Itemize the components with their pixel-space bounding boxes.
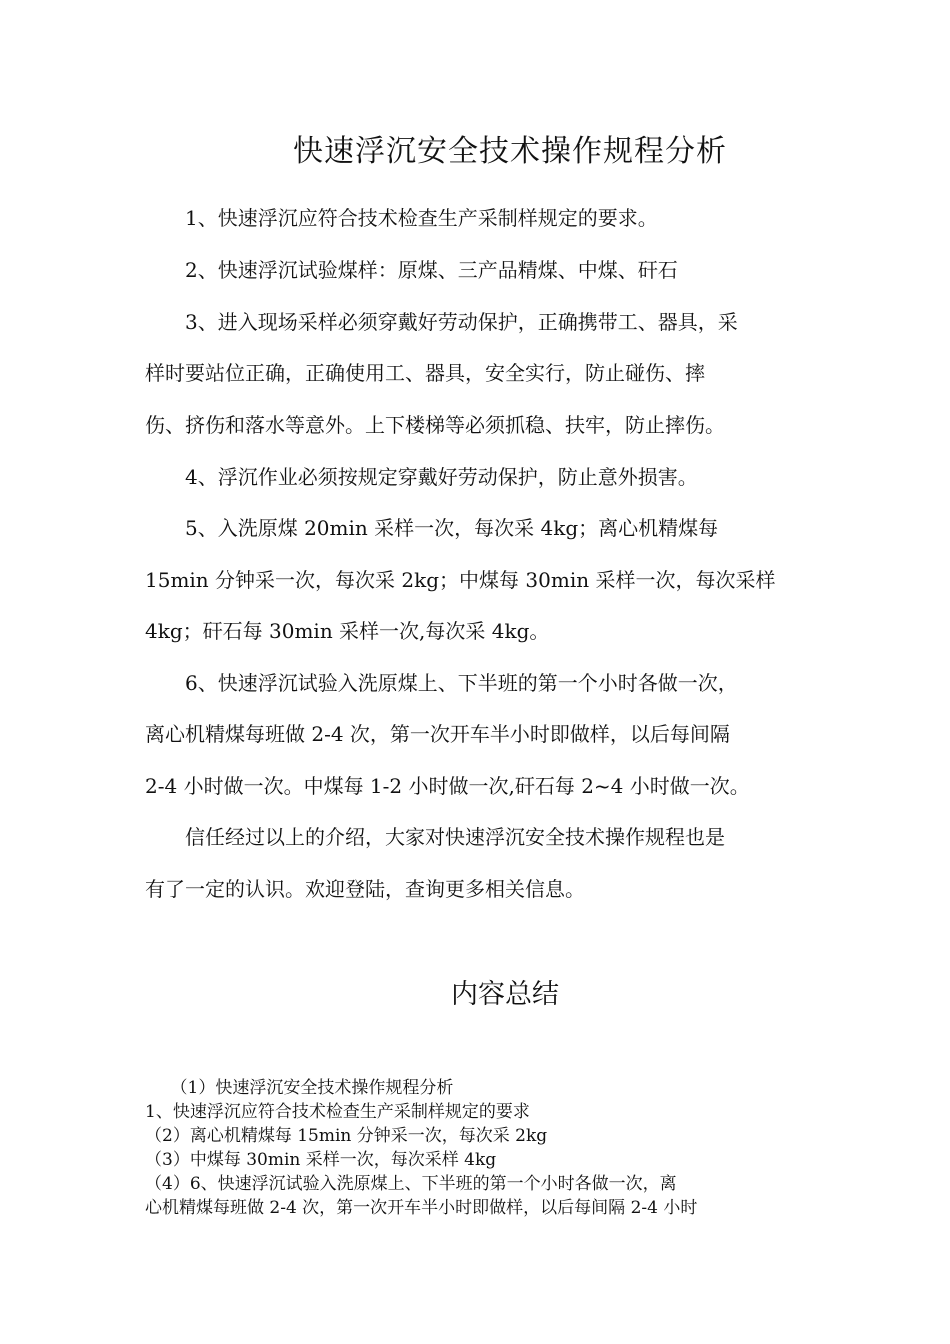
document-title: 快速浮沉安全技术操作规程分析 [293, 134, 727, 169]
body-line: 15min 分钟采一次，每次采 2kg；中煤每 30min 采样一次，每次采样 [145, 568, 776, 592]
body-line: 2、快速浮沉试验煤样：原煤、三产品精煤、中煤、矸石 [145, 258, 678, 282]
summary-heading: 内容总结 [451, 979, 559, 1010]
summary-line: （2）离心机精煤每 15min 分钟采一次，每次采 2kg [145, 1126, 548, 1146]
body-line: 3、进入现场采样必须穿戴好劳动保护，正确携带工、器具，采 [145, 310, 738, 334]
body-line: 4kg；矸石每 30min 采样一次,每次采 4kg。 [145, 619, 550, 643]
body-line: 伤、挤伤和落水等意外。上下楼梯等必须抓稳、扶牢，防止摔伤。 [145, 413, 725, 437]
body-line: 离心机精煤每班做 2-4 次，第一次开车半小时即做样，以后每间隔 [145, 722, 730, 746]
summary-line: （1）快速浮沉安全技术操作规程分析 [145, 1078, 454, 1098]
summary-line: （4）6、快速浮沉试验入洗原煤上、下半班的第一个小时各做一次，离 [145, 1174, 677, 1194]
summary-line: 1、快速浮沉应符合技术检查生产采制样规定的要求 [145, 1102, 530, 1122]
summary-line: 心机精煤每班做 2-4 次，第一次开车半小时即做样，以后每间隔 2-4 小时 [145, 1198, 698, 1218]
body-line: 6、快速浮沉试验入洗原煤上、下半班的第一个小时各做一次， [145, 671, 738, 695]
summary-line: （3）中煤每 30min 采样一次，每次采样 4kg [145, 1150, 497, 1170]
body-line: 4、浮沉作业必须按规定穿戴好劳动保护，防止意外损害。 [145, 465, 698, 489]
body-line: 1、快速浮沉应符合技术检查生产采制样规定的要求。 [145, 206, 658, 230]
body-line: 样时要站位正确，正确使用工、器具，安全实行，防止碰伤、摔 [145, 361, 705, 385]
body-line: 5、入洗原煤 20min 采样一次，每次采 4kg；离心机精煤每 [145, 516, 719, 540]
body-line: 2-4 小时做一次。中煤每 1-2 小时做一次,矸石每 2~4 小时做一次。 [145, 774, 750, 798]
body-line: 信任经过以上的介绍，大家对快速浮沉安全技术操作规程也是 [145, 825, 725, 849]
body-line: 有了一定的认识。欢迎登陆，查询更多相关信息。 [145, 877, 585, 901]
